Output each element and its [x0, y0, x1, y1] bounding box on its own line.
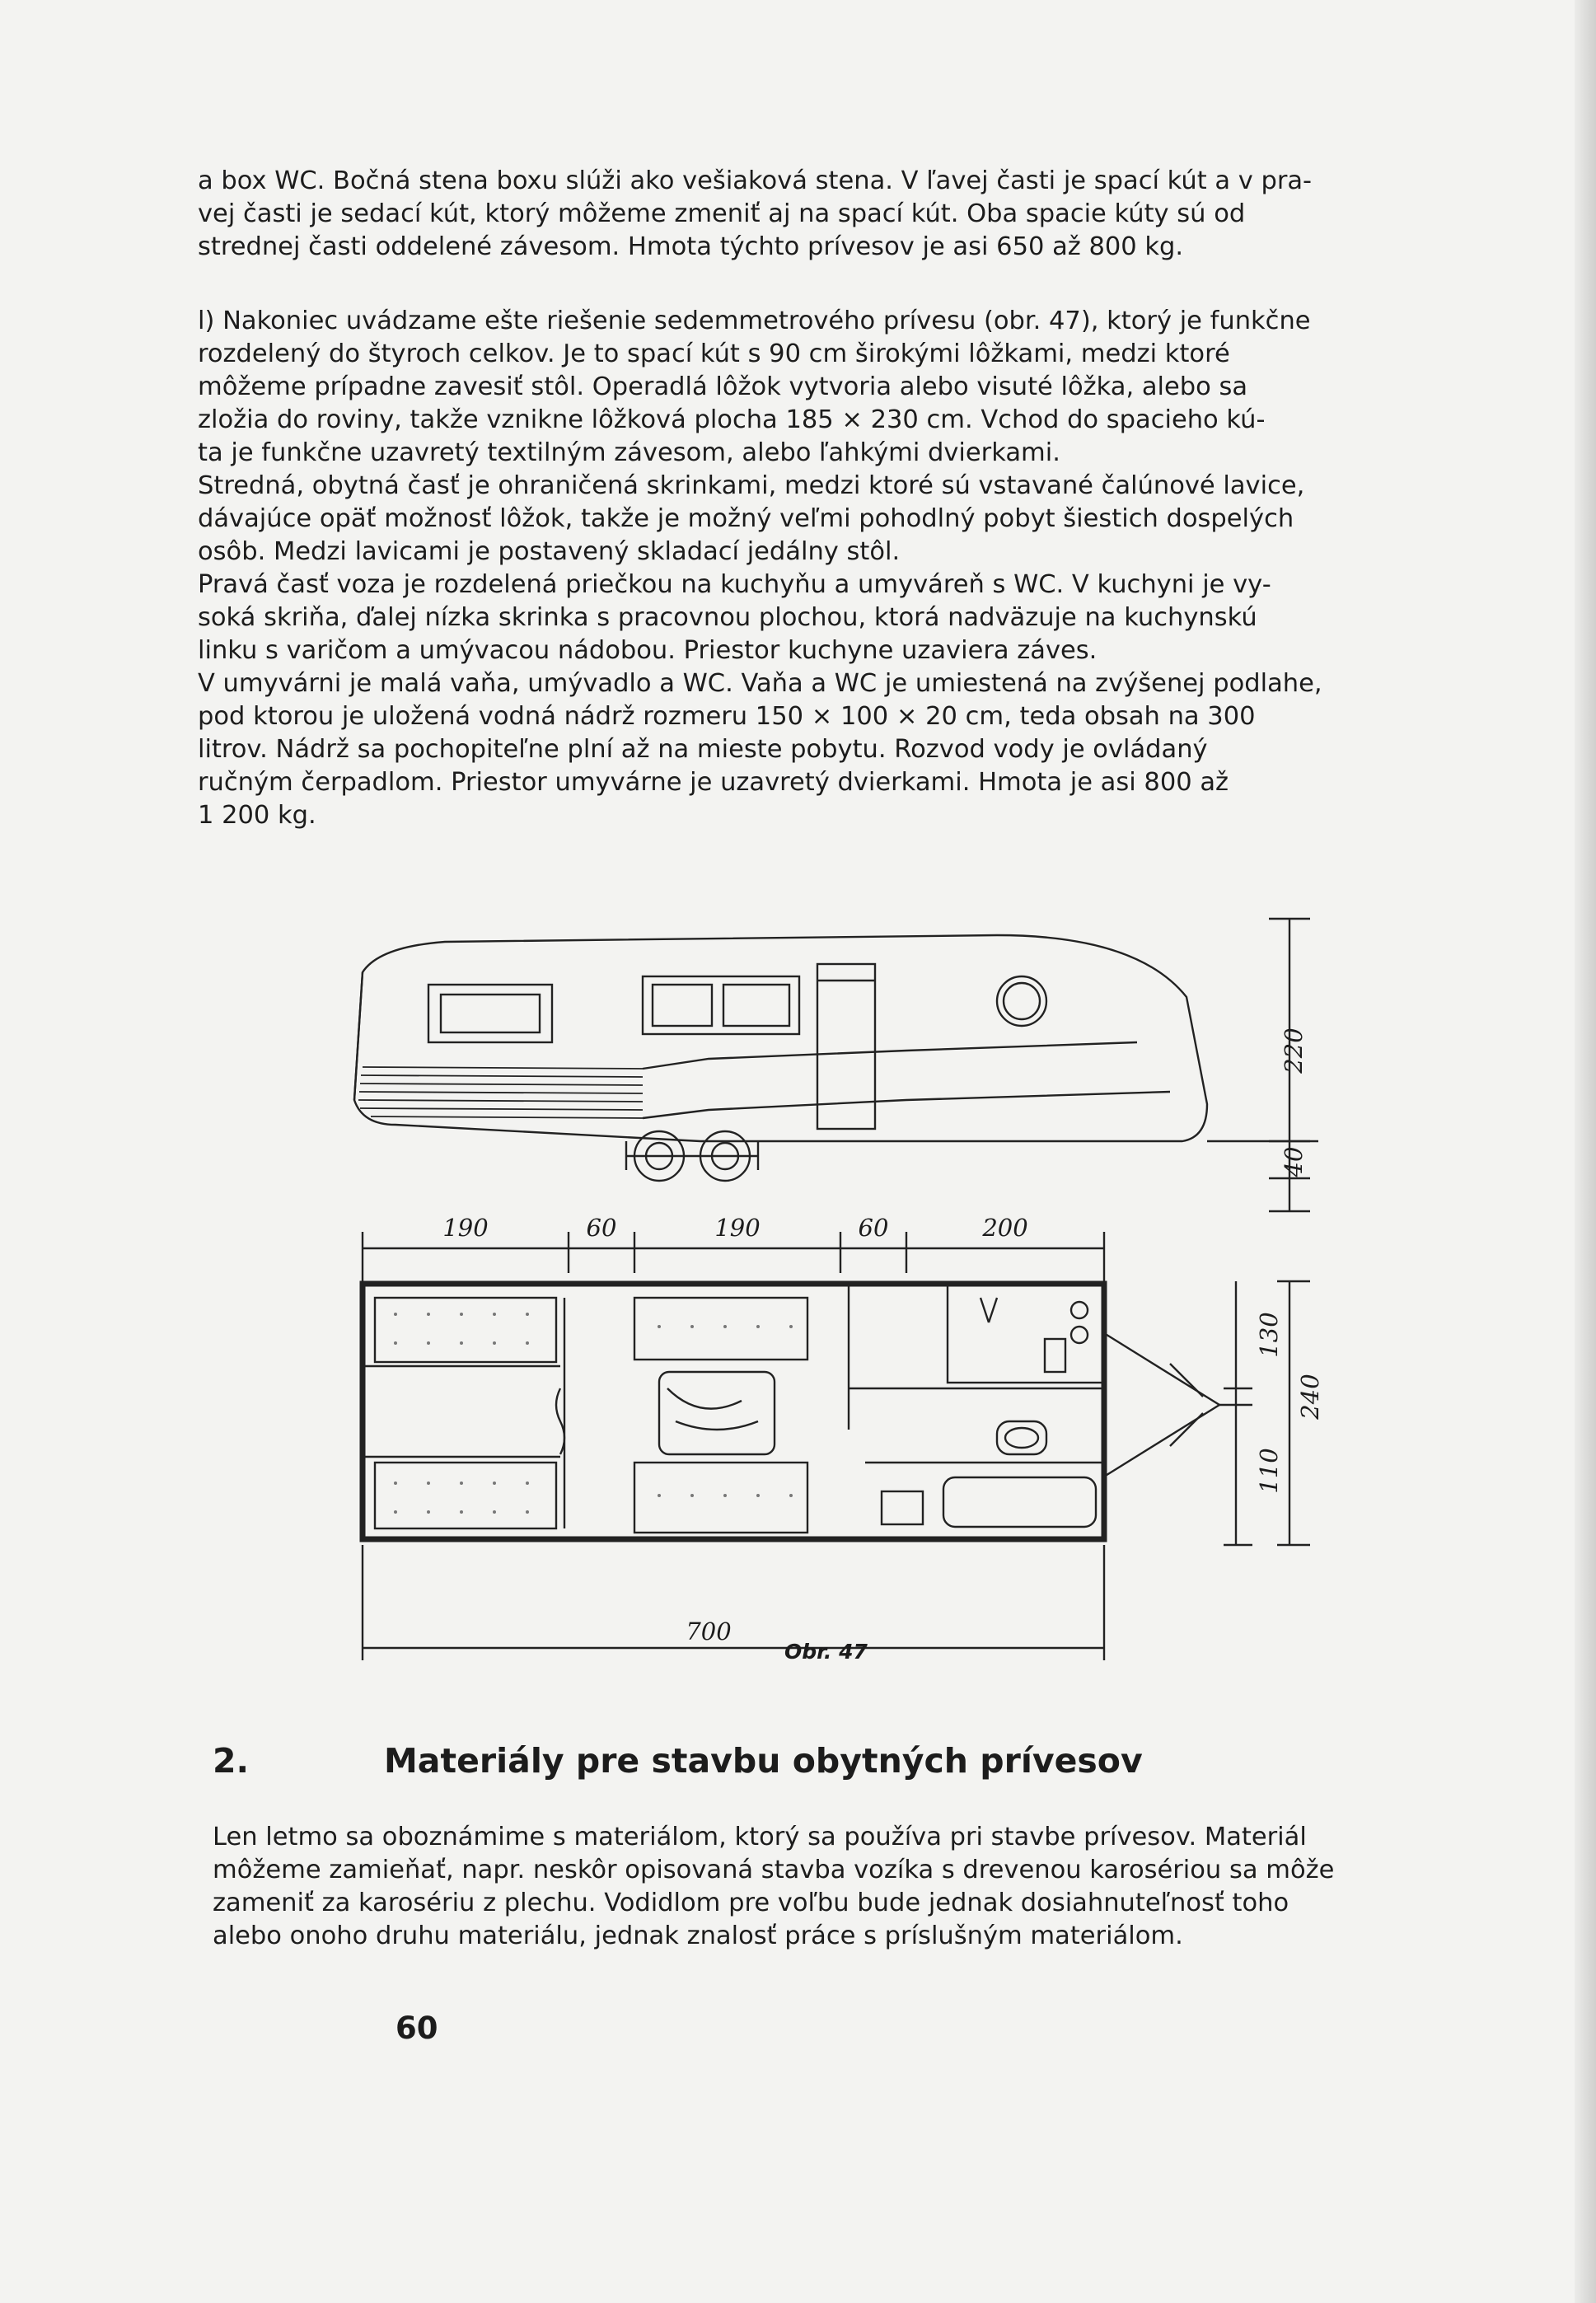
text-line: strednej časti oddelené závesom. Hmota týchto prívesov je asi 650 až 800 kg. — [198, 232, 1184, 261]
text-line: 1 200 kg. — [198, 801, 316, 830]
cushion-stipple — [394, 1313, 793, 1514]
text-line: zameniť za karosériu z plechu. Vodidlom pre voľbu bude jednak dosiahnuteľnosť toho — [213, 1889, 1289, 1917]
paragraph-seven-meter-trailer — [198, 305, 1322, 832]
dim-segment: 60 — [586, 1214, 617, 1242]
text-line: môžeme zamieňať, napr. neskôr opisovaná stavba vozíka s drevenou karosériou sa môže — [213, 1856, 1335, 1884]
dim-segment: 190 — [714, 1214, 761, 1242]
text-line: rozdelený do štyroch celkov. Je to spací kút s 90 cm širokými lôžkami, medzi ktoré — [198, 339, 1230, 368]
trailer-technical-drawing — [313, 894, 1343, 1660]
dim-upper: 130 — [1255, 1312, 1283, 1358]
text-line: litrov. Nádrž sa pochopiteľne plní až na mieste pobytu. Rozvod vody je ovládaný — [198, 735, 1208, 764]
text-line: Pravá časť voza je rozdelená priečkou na kuchyňu a umyváreň s WC. V kuchyni je vy- — [198, 570, 1271, 599]
text-line: alebo onoho druhu materiálu, jednak znalosť práce s príslušným materiálom. — [213, 1922, 1183, 1950]
section-title: Materiály pre stavbu obytných prívesov — [384, 1741, 1143, 1781]
paragraph-materials — [213, 1821, 1334, 1953]
dim-height: 220 — [1280, 1027, 1308, 1074]
text-line: vej časti je sedací kút, ktorý môžeme zmeniť aj na spací kút. Oba spacie kúty sú od — [198, 199, 1246, 228]
section-number: 2. — [213, 1741, 250, 1781]
text-line: soká skriňa, ďalej nízka skrinka s pracovnou plochou, ktorá nadväzuje na kuchynskú — [198, 603, 1257, 632]
text-line: ručným čerpadlom. Priestor umyvárne je uzavretý dvierkami. Hmota je asi 800 až — [198, 768, 1229, 797]
dim-ground: 40 — [1280, 1146, 1308, 1177]
text-line: l) Nakoniec uvádzame ešte riešenie sedemmetrového prívesu (obr. 47), ktorý je funkčne — [198, 307, 1311, 335]
text-line: pod ktorou je uložená vodná nádrž rozmeru 150 × 100 × 20 cm, teda obsah na 300 — [198, 702, 1256, 731]
text-line: a box WC. Bočná stena boxu slúži ako vešiaková stena. V ľavej časti je spací kút a v pra- — [198, 166, 1313, 195]
figure-trailer-drawing — [313, 894, 1343, 1660]
trailer-floor-plan — [363, 1281, 1310, 1660]
dim-width: 240 — [1296, 1374, 1324, 1420]
figure-caption: Obr. 47 — [784, 1640, 868, 1664]
dim-length: 700 — [686, 1617, 732, 1645]
text-line: Len letmo sa oboznámime s materiálom, ktorý sa používa pri stavbe prívesov. Materiál — [213, 1823, 1307, 1851]
text-line: linku s varičom a umývacou nádobou. Priestor kuchyne uzaviera záves. — [198, 636, 1098, 665]
dim-segment: 190 — [442, 1214, 489, 1242]
dim-lower: 110 — [1255, 1448, 1283, 1494]
text-line: zložia do roviny, takže vznikne lôžková plocha 185 × 230 cm. Vchod do spacieho kú- — [198, 405, 1266, 434]
text-line: môžeme prípadne zavesiť stôl. Operadlá lôžok vytvoria alebo visuté lôžka, alebo sa — [198, 372, 1248, 401]
text-line: ta je funkčne uzavretý textilným závesom, alebo ľahkými dvierkami. — [198, 438, 1060, 467]
text-line: osôb. Medzi lavicami je postavený skladací jedálny stôl. — [198, 537, 901, 566]
paragraph-intro — [198, 165, 1312, 264]
page-number: 60 — [395, 2010, 438, 2046]
text-line: Stredná, obytná časť je ohraničená skrinkami, medzi ktoré sú vstavané čalúnové lavice, — [198, 471, 1305, 500]
dim-segment: 60 — [858, 1214, 889, 1242]
page-edge-shadow — [1575, 0, 1596, 2303]
text-line: dávajúce opäť možnosť lôžok, takže je možný veľmi pohodlný pobyt šiestich dospelých — [198, 504, 1294, 533]
text-line: V umyvárni je malá vaňa, umývadlo a WC. Vaňa a WC je umiestená na zvýšenej podlahe, — [198, 669, 1322, 698]
dim-segment: 200 — [982, 1214, 1028, 1242]
trailer-side-view — [354, 919, 1318, 1211]
